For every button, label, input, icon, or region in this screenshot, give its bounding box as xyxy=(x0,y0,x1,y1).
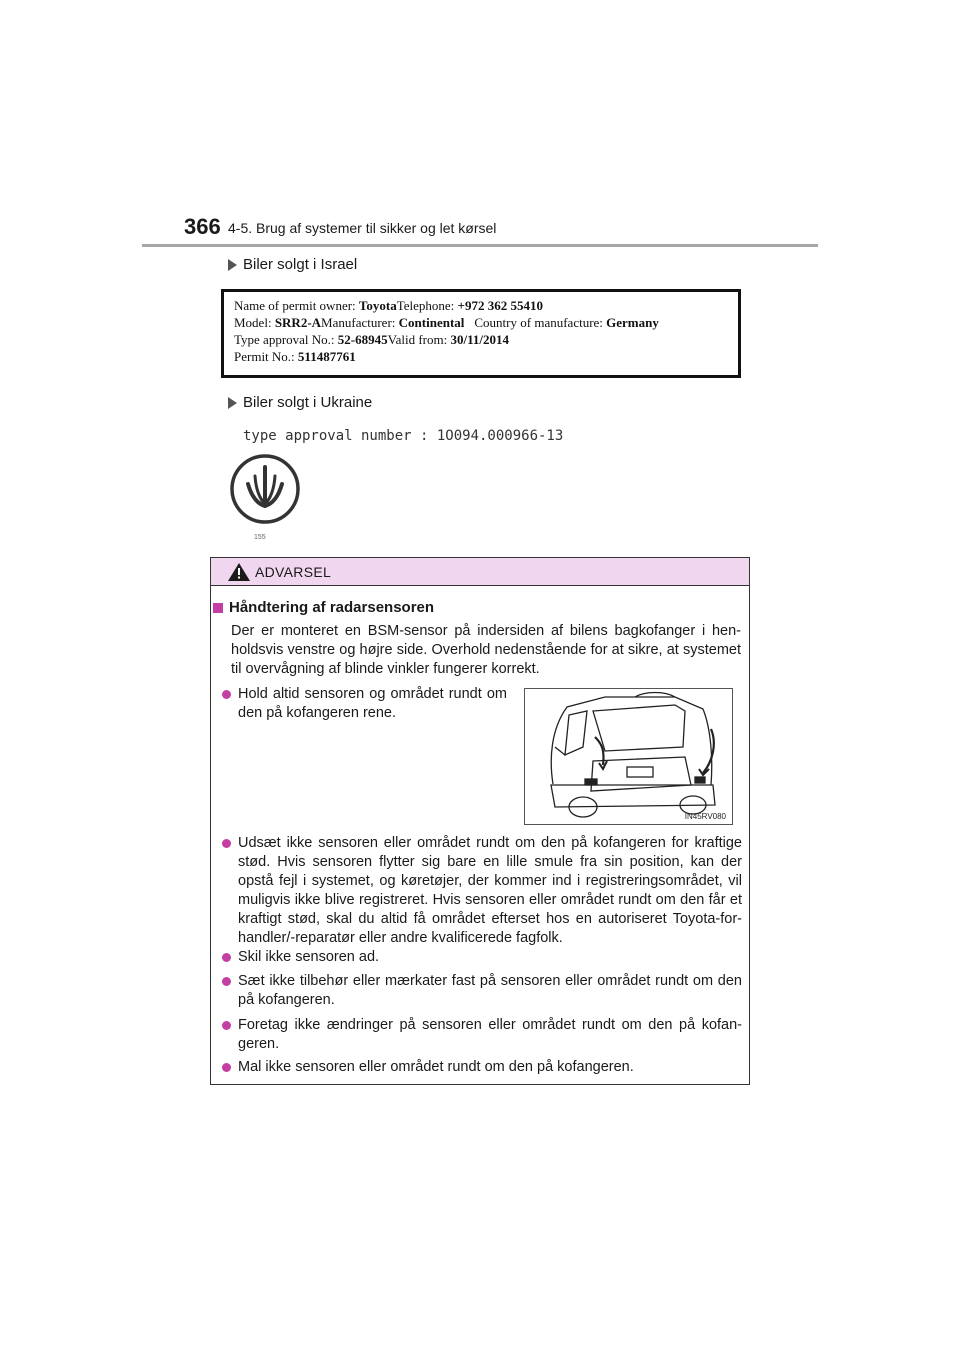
warning-intro: Der er monteret en BSM-sensor på indersiden af bilens bagkofanger i hen-holdsvis venstre og højre side. Overhold nedenstående for at sikre, at systemet til overvågning af blinde vinkler fungerer korrekt. xyxy=(231,623,741,677)
permit-line-4 xyxy=(234,349,356,365)
list-item xyxy=(222,1016,742,1054)
list-item-text: Skil ikke sensoren ad. xyxy=(238,949,380,965)
permit-line-1 xyxy=(234,298,543,314)
square-bullet-icon xyxy=(213,603,223,613)
list-item xyxy=(222,972,742,1010)
permit-line-3 xyxy=(234,332,509,348)
list-item-text: Hold altid sensoren og området rundt om den på kofangeren rene. xyxy=(238,686,507,721)
list-item xyxy=(222,1058,742,1077)
warning-triangle-icon xyxy=(228,563,250,581)
warning-box xyxy=(210,557,750,1085)
warning-section-title xyxy=(213,599,434,616)
list-item-text: Udsæt ikke sensoren eller området rundt om den på kofangeren for kraftige stød. Hvis sensoren flytter sig bare en lille smule fra sin position, kan der opstå fejl i systemet, og køretøjer, der kommer ind i registreringsområdet, vil muligvis ikke blive registreret. Hvis sensoren eller området rundt om den får et kraftigt stød, skal du altid få området efterset hos en autoriseret Toyota-for-handler/-reparatør eller andre kvalificerede fagfolk. xyxy=(238,835,742,946)
triangle-right-icon xyxy=(228,397,237,409)
manufacturer-value: Continental xyxy=(398,315,465,330)
chapter-title: 4-5. Brug af systemer til sikker og let kørsel xyxy=(228,220,497,236)
warning-header xyxy=(211,558,749,586)
car-rear-icon xyxy=(525,689,732,824)
type-approval-label: Type approval No.: xyxy=(234,332,338,347)
list-item xyxy=(222,834,742,948)
dot-bullet-icon xyxy=(222,977,231,986)
ukraine-conformity-mark-icon xyxy=(228,452,302,526)
dot-bullet-icon xyxy=(222,1063,231,1072)
permit-no-label: Permit No.: xyxy=(234,349,298,364)
telephone-value: +972 362 55410 xyxy=(457,298,543,313)
dot-bullet-icon xyxy=(222,953,231,962)
list-item xyxy=(222,948,742,967)
permit-owner-label: Name of permit owner: xyxy=(234,298,359,313)
bumper-sensor-illustration xyxy=(524,688,733,825)
header-rule xyxy=(142,244,818,247)
permit-no-value: 511487761 xyxy=(297,349,356,364)
telephone-label: Telephone: xyxy=(396,298,458,313)
dot-bullet-icon xyxy=(222,690,231,699)
illustration-label: IN45RV080 xyxy=(684,812,726,821)
ukraine-heading-text: Biler solgt i Ukraine xyxy=(243,394,373,411)
manufacturer-label: Manufacturer: xyxy=(321,315,399,330)
israel-heading-text: Biler solgt i Israel xyxy=(243,256,358,273)
list-item-text: Foretag ikke ændringer på sensoren eller området rundt om den på kofan-geren. xyxy=(238,1017,742,1052)
israel-permit-label xyxy=(221,289,741,378)
mark-number: 155 xyxy=(254,534,266,541)
warning-title: ADVARSEL xyxy=(255,564,332,580)
israel-heading xyxy=(228,256,357,273)
model-value: SRR2-A xyxy=(274,315,322,330)
valid-from-label: Valid from: xyxy=(387,332,451,347)
list-item-text: Mal ikke sensoren eller området rundt om den på kofangeren. xyxy=(238,1059,634,1075)
list-item-text: Sæt ikke tilbehør eller mærkater fast på sensoren eller området rundt om den på kofangeren. xyxy=(238,973,742,1008)
permit-line-2 xyxy=(234,315,659,331)
dot-bullet-icon xyxy=(222,1021,231,1030)
warning-section-title-text: Håndtering af radarsensoren xyxy=(229,599,435,616)
list-item xyxy=(222,685,507,723)
type-approval-value: 52-68945 xyxy=(337,332,388,347)
country-value: Germany xyxy=(606,315,659,330)
model-label: Model: xyxy=(234,315,275,330)
country-label: Country of manufacture: xyxy=(474,315,607,330)
valid-from-value: 30/11/2014 xyxy=(450,332,509,347)
permit-owner: Toyota xyxy=(358,298,397,313)
dot-bullet-icon xyxy=(222,839,231,848)
triangle-right-icon xyxy=(228,259,237,271)
ukraine-heading xyxy=(228,394,372,411)
page-number: 366 xyxy=(184,214,221,239)
ukraine-approval-number: type approval number : 1O094.000966-13 xyxy=(243,428,564,444)
